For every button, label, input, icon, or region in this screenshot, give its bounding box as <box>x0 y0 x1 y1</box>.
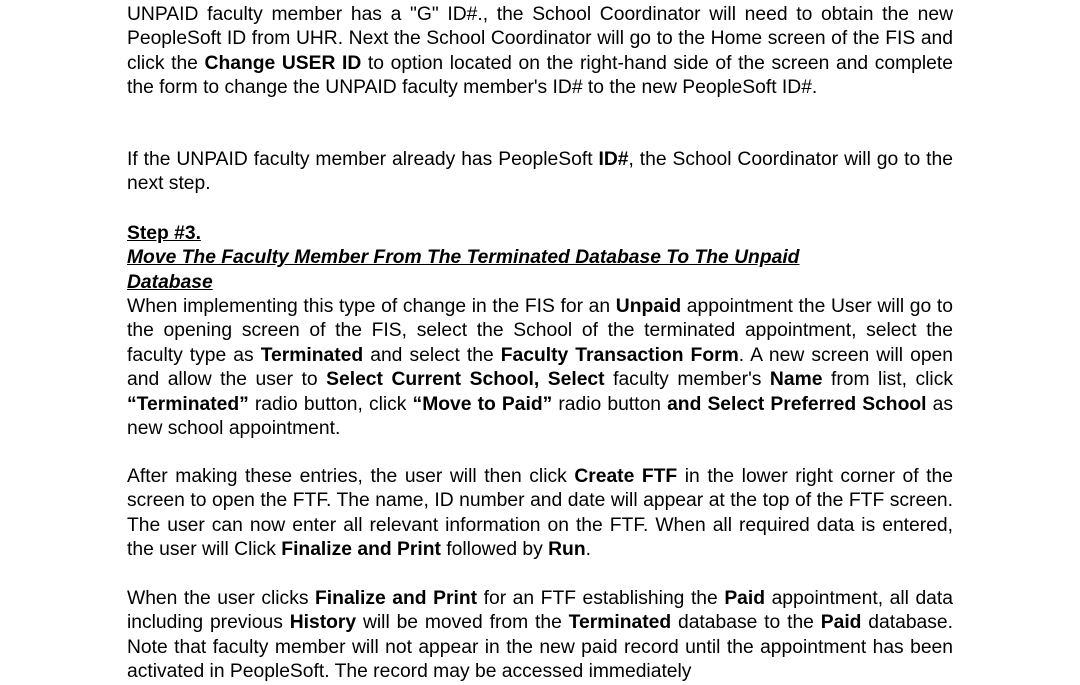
bold-run: Name <box>769 369 823 391</box>
bold-run: Finalize and Print <box>281 539 441 561</box>
bold-run: “Move to Paid” <box>412 393 553 415</box>
bold-run: Paid <box>820 612 862 634</box>
text-run: When implementing this type of change in the FIS for an <box>127 296 616 317</box>
text-run: . A new screen will open and allow the user to <box>127 344 953 391</box>
text-run: . <box>585 539 591 561</box>
paragraph-change-user-id <box>127 3 953 101</box>
text-run: faculty member's <box>604 369 770 391</box>
step-heading <box>127 222 953 295</box>
text-run: After making these entries, the user will then click <box>127 466 575 487</box>
text-run: from list, click <box>822 369 953 391</box>
bold-run: Change USER ID <box>204 52 362 74</box>
bold-run: History <box>289 612 357 634</box>
bold-run: Terminated <box>568 612 672 634</box>
bold-run: Paid <box>724 588 766 609</box>
text-run: If the UNPAID faculty member already has PeopleSoft <box>127 149 599 170</box>
paragraph-finalize-print <box>127 587 953 685</box>
paragraph-existing-id <box>127 148 953 197</box>
bold-run: ID# <box>598 149 629 170</box>
text-run: appointment, all data including previous <box>127 588 953 634</box>
bold-run: Finalize and Print <box>315 588 478 609</box>
text-run: radio button <box>552 393 668 415</box>
step-title: Move The Faculty Member From The Terminated Database To The Unpaid Database <box>127 247 800 293</box>
text-run: and select the <box>363 344 501 366</box>
text-run: When the user clicks <box>127 588 316 609</box>
bold-run: Run <box>548 539 586 561</box>
text-run: to option located on the right-hand side of the screen and complete the form to change the UNPAID faculty member's ID# to the new PeopleSoft ID#. <box>127 52 953 99</box>
text-run: radio button, click <box>248 393 413 415</box>
text-run: database. Note that faculty member will not appear in the new paid record until the appointment has been activated in PeopleSoft. The record may be accessed immediately <box>127 612 953 683</box>
bold-run: Select Current School, Select <box>326 369 605 391</box>
bold-run: Create FTF <box>574 466 678 487</box>
text-run: for an FTF establishing the <box>477 588 725 609</box>
text-run: as new school appointment. <box>127 393 953 440</box>
bold-run: and Select Preferred School <box>667 393 927 415</box>
bold-run: “Terminated” <box>127 393 249 415</box>
paragraph-create-ftf <box>127 465 953 563</box>
text-run: UNPAID faculty member has a "G" ID#., the School Coordinator will need to obtain the new PeopleSoft ID from UHR. Next the School Coordinator will go to the Home screen of the FIS and click the <box>127 4 953 74</box>
step-label: Step #3. <box>127 223 201 244</box>
paragraph-unpaid-implementation <box>127 295 953 441</box>
text-run: followed by <box>440 539 549 561</box>
text-run: , the School Coordinator will go to the next step. <box>127 149 953 195</box>
text-run: database to the <box>671 612 821 634</box>
bold-run: Unpaid <box>615 296 682 317</box>
text-run: in the lower right corner of the screen to open the FTF. The name, ID number and date will appear at the top of the FTF screen. The user can now enter all relevant information on the FTF. When all required data is entered, the user will Click <box>127 466 953 561</box>
bold-run: Terminated <box>260 344 364 366</box>
bold-run: Faculty Transaction Form <box>500 344 739 366</box>
text-run: appointment the User will go to the opening screen of the FIS, select the School of the terminated appointment, select the faculty type as <box>127 296 953 366</box>
text-run: will be moved from the <box>356 612 569 634</box>
